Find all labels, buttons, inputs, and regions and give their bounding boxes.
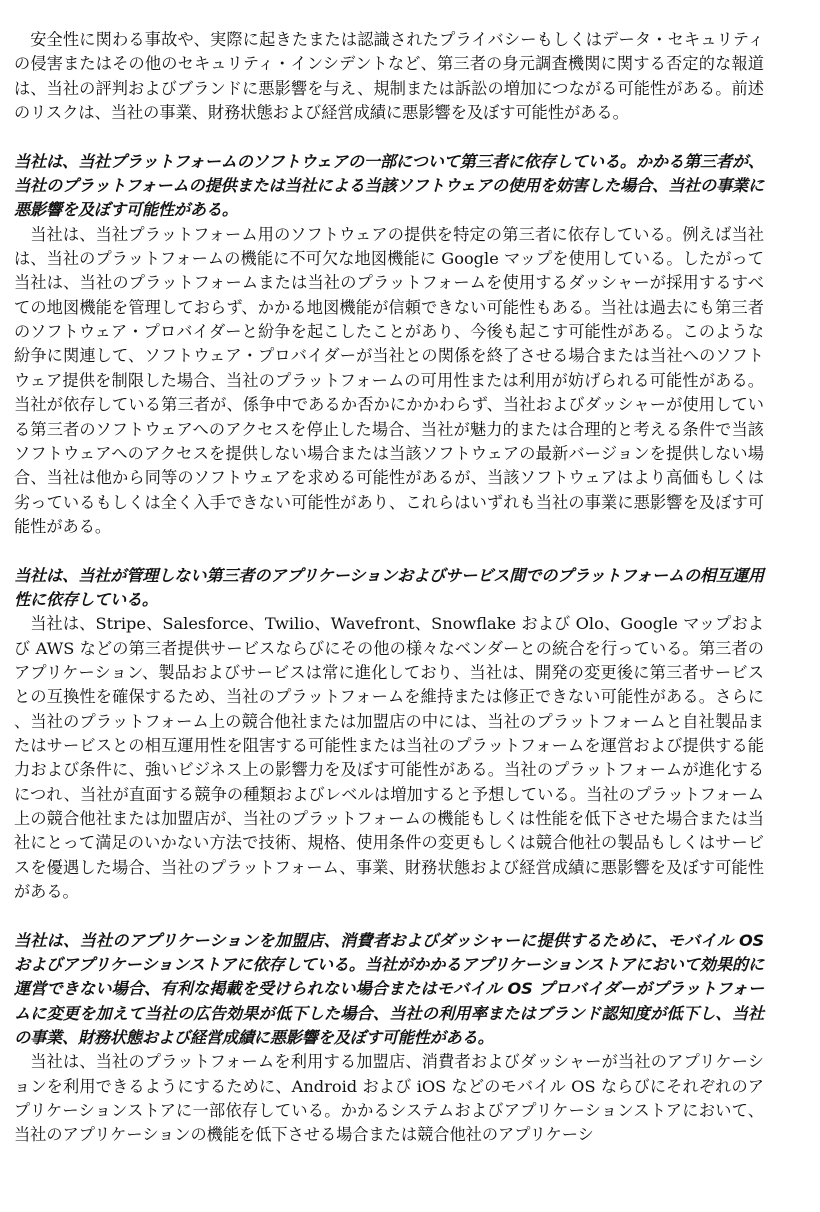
- body-paragraph: 当社は、当社のプラットフォームを利用する加盟店、消費者およびダッシャーが当社のアプリケーションを利用できるようにするために、Android および iOS などのモバイル OS ならびにそれぞれのアプリケーションストアに一部依存している。かかるシステムおよびアプリケーションストアにおいて、当社のアプリケーションの機能を低下させる場合または競合他社のアプリケーシ: [14, 1052, 764, 1145]
- body-paragraph: 安全性に関わる事故や、実際に起きたまたは認識されたプライバシーもしくはデータ・セキュリティの侵害またはその他のセキュリティ・インシデントなど、第三者の身元調査機関に関する否定的な報道は、当社の評判およびブランドに悪影響を与え、規制または訴訟の増加につながる可能性がある。前述のリスクは、当社の事業、財務状態および経営成績に悪影響を及ぼす可能性がある。: [14, 30, 764, 123]
- document-page: [14, 28, 764, 1148]
- section-heading: 当社は、当社プラットフォームのソフトウェアの一部について第三者に依存している。かかる第三者が、当社のプラットフォームの提供または当社による当該ソフトウェアの使用を妨害した場合、当社の事業に悪影響を及ぼす可能性がある。: [14, 151, 764, 220]
- body-paragraph: 当社は、Stripe、Salesforce、Twilio、Wavefront、Snowflake および Olo、Google マップおよび AWS などの第三者提供サービスならびにその他の様々なベンダーとの統合を行っている。第三者のアプリケーション、製品およびサービスは常に進化しており、当社は、開発の変更後に第三者サービスとの互換性を確保するため、当社のプラットフォームを維持または修正できない可能性がある。さらに、当社のプラットフォーム上の競合他社または加盟店の中には、当社のプラットフォームと自社製品またはサービスとの相互運用性を阻害する可能性または当社のプラットフォームを運営および提供する能力および条件に、強いビジネス上の影響力を及ぼす可能性がある。当社のプラットフォームが進化するにつれ、当社が直面する競争の種類およびレベルは増加すると予想している。当社のプラットフォーム上の競合他社または加盟店が、当社のプラットフォームの機能もしくは性能を低下させた場合または当社にとって満足のいかない方法で技術、規格、使用条件の変更もしくは競合他社の製品もしくはサービスを優遇した場合、当社のプラットフォーム、事業、財務状態および経営成績に悪影響を及ぼす可能性がある。: [14, 614, 764, 902]
- section-heading: 当社は、当社が管理しない第三者のアプリケーションおよびサービス間でのプラットフォームの相互運用性に依存している。: [14, 565, 764, 609]
- body-paragraph: 当社は、当社プラットフォーム用のソフトウェアの提供を特定の第三者に依存している。例えば当社は、当社のプラットフォームの機能に不可欠な地図機能に Google マップを使用している。したがって当社は、当社のプラットフォームまたは当社のプラットフォームを使用するダッシャーが採用するすべての地図機能を管理しておらず、かかる地図機能が信頼できない可能性もある。当社は過去にも第三者のソフトウェア・プロバイダーと紛争を起こしたことがあり、今後も起こす可能性がある。このような紛争に関連して、ソフトウェア・プロバイダーが当社との関係を終了させる場合または当社へのソフトウェア提供を制限した場合、当社のプラットフォームの可用性または利用が妨げられる可能性がある。当社が依存している第三者が、係争中であるか否かにかかわらず、当社およびダッシャーが使用している第三者のソフトウェアへのアクセスを停止した場合、当社が魅力的または合理的と考える条件で当該ソフトウェアへのアクセスを提供しない場合または当該ソフトウェアの最新バージョンを提供しない場合、当社は他から同等のソフトウェアを求める可能性があるが、当該ソフトウェアはより高価もしくは劣っているもしくは全く入手できない可能性があり、これらはいずれも当社の事業に悪影響を及ぼす可能性がある。: [14, 224, 764, 536]
- section-heading: 当社は、当社のアプリケーションを加盟店、消費者およびダッシャーに提供するために、モバイル OS およびアプリケーションストアに依存している。当社がかかるアプリケーションストアにおいて効果的に運営できない場合、有利な掲載を受けられない場合またはモバイル OS プロバイダーがプラットフォームに変更を加えて当社の広告効果が低下した場合、当社の利用率またはブランド認知度が低下し、当社の事業、財務状態および経営成績に悪影響を及ぼす可能性がある。: [14, 930, 764, 1048]
